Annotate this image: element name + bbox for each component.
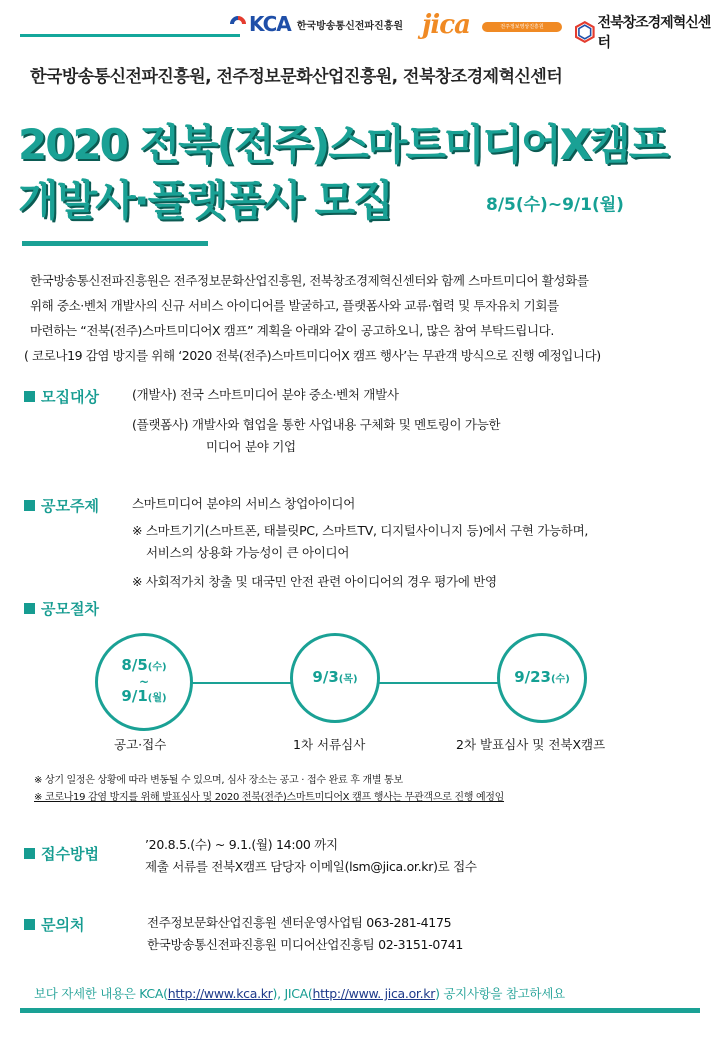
- hexagon-icon: [575, 21, 595, 43]
- intro-line: 한국방송통신전파진흥원은 전주정보문화산업진흥원, 전북창조경제혁신센터와 함께 스마트미디어 활성화를: [30, 273, 589, 288]
- jb-ccei-logo-name: 전북창조경제혁신센터: [597, 15, 711, 51]
- step1-label: 공고·접수: [114, 737, 167, 752]
- theme-note1: ※ 스마트기기(스마트폰, 태블릿PC, 스마트TV, 디지털사이니지 등)에서 구현 가능하며,: [132, 523, 589, 538]
- intro-note: ( 코로나19 감염 방지를 위해 ‘2020 전북(전주)스마트미디어X 캠프 행사’는 무관객 방식으로 진행 예정입니다): [24, 348, 601, 363]
- square-bullet-icon: [24, 848, 35, 859]
- kca-logo-name: 한국방송통신전파진흥원: [296, 20, 404, 32]
- intro-paragraph: [24, 268, 710, 368]
- section-procedure-heading: [24, 598, 99, 619]
- jica-link[interactable]: http://www. jica.or.kr: [312, 986, 436, 1001]
- square-bullet-icon: [24, 500, 35, 511]
- step-circle-3: [497, 633, 587, 723]
- section-target-label: 모집대상: [41, 388, 99, 406]
- contact-kca: 한국방송통신전파진흥원 미디어산업진흥팀 02-3151-0741: [147, 937, 464, 952]
- theme-main: 스마트미디어 분야의 서비스 창업아이디어: [132, 496, 355, 511]
- section-contact-label: 문의처: [41, 916, 85, 934]
- step3-label: 2차 발표심사 및 전북X캠프: [456, 737, 606, 752]
- square-bullet-icon: [24, 919, 35, 930]
- bottom-accent-line: [20, 1008, 700, 1013]
- recruit-period: 8/5(수)~9/1(월): [486, 195, 624, 215]
- theme-note1-cont: 서비스의 상용화 가능성이 큰 아이디어: [146, 545, 350, 560]
- footer-suffix: ) 공지사항을 참고하세요: [435, 986, 565, 1001]
- section-apply-heading: [24, 843, 99, 864]
- section-theme-label: 공모주제: [41, 497, 99, 515]
- procedure-note2: ※ 코로나19 감염 방지를 위해 발표심사 및 2020 전북(전주)스마트미디어X 캠프 행사는 무관객으로 진행 예정임: [34, 792, 505, 803]
- step-circle-1: [95, 633, 193, 731]
- kca-link[interactable]: http://www.kca.kr: [167, 986, 273, 1001]
- target-item-platform-cont: 미디어 분야 기업: [206, 439, 296, 454]
- intro-line: 위해 중소·벤처 개발사의 신규 서비스 아이디어를 발굴하고, 플랫폼사와 교류·협력 및 투자유치 기회를: [30, 298, 559, 313]
- contact-jica: 전주정보문화산업진흥원 센터운영사업팀 063-281-4175: [147, 915, 452, 930]
- step1-tilde: ~: [138, 675, 150, 689]
- organizers: 한국방송통신전파진흥원, 전주정보문화산업진흥원, 전북창조경제혁신센터: [30, 67, 563, 87]
- page-title-line2: 개발사·플랫폼사 모집: [18, 176, 392, 225]
- kca-logo: [230, 12, 403, 36]
- theme-note2: ※ 사회적가치 창출 및 대국민 안전 관련 아이디어의 경우 평가에 반영: [132, 574, 497, 589]
- intro-line: 마련하는 “전북(전주)스마트미디어X 캠프” 계획을 아래와 같이 공고하오니, 많은 참여 부탁드립니다.: [30, 323, 554, 338]
- jica-logo-sub: 전주정보영상진흥원: [500, 24, 544, 30]
- section-target-heading: [24, 386, 99, 407]
- section-procedure-label: 공모절차: [41, 600, 99, 618]
- step1-date-end: 9/1(월): [121, 687, 167, 705]
- footer-prefix: 보다 자세한 내용은 KCA(: [34, 986, 168, 1001]
- procedure-notes: [34, 772, 504, 806]
- step2-label: 1차 서류심사: [293, 737, 366, 752]
- procedure-note1: ※ 상기 일정은 상황에 따라 변동될 수 있으며, 심사 장소는 공고 · 접수 완료 후 개별 통보: [34, 775, 403, 786]
- kca-arc-icon: [227, 13, 250, 36]
- square-bullet-icon: [24, 603, 35, 614]
- footer-note: [34, 984, 565, 1002]
- kca-logo-mark: KCA: [249, 12, 291, 36]
- page-title-line1: 2020 전북(전주)스마트미디어X캠프: [18, 120, 668, 169]
- jica-logo: [422, 10, 544, 40]
- step-circle-2: [290, 633, 380, 723]
- jb-ccei-logo: [575, 12, 720, 52]
- step3-date: 9/23(수): [514, 667, 570, 686]
- apply-method: 제출 서류를 전북X캠프 담당자 이메일(lsm@jica.or.kr)로 접수: [145, 859, 477, 874]
- top-accent-line: [20, 34, 240, 37]
- step2-date: 9/3(목): [312, 667, 358, 686]
- section-contact-heading: [24, 914, 84, 935]
- step1-date-start: 8/5(수): [121, 656, 167, 674]
- target-item-platform: (플랫폼사) 개발사와 협업을 통한 사업내용 구체화 및 멘토링이 가능한: [132, 417, 501, 432]
- square-bullet-icon: [24, 391, 35, 402]
- section-theme-heading: [24, 495, 99, 516]
- jica-logo-mark: jica: [422, 10, 470, 40]
- target-item-developer: (개발사) 전국 스마트미디어 분야 중소·벤처 개발사: [132, 387, 399, 402]
- apply-period: ’20.8.5.(수) ~ 9.1.(월) 14:00 까지: [145, 837, 338, 852]
- footer-middle: ), JICA(: [272, 986, 313, 1001]
- title-underline: [22, 241, 208, 246]
- section-apply-label: 접수방법: [41, 845, 99, 863]
